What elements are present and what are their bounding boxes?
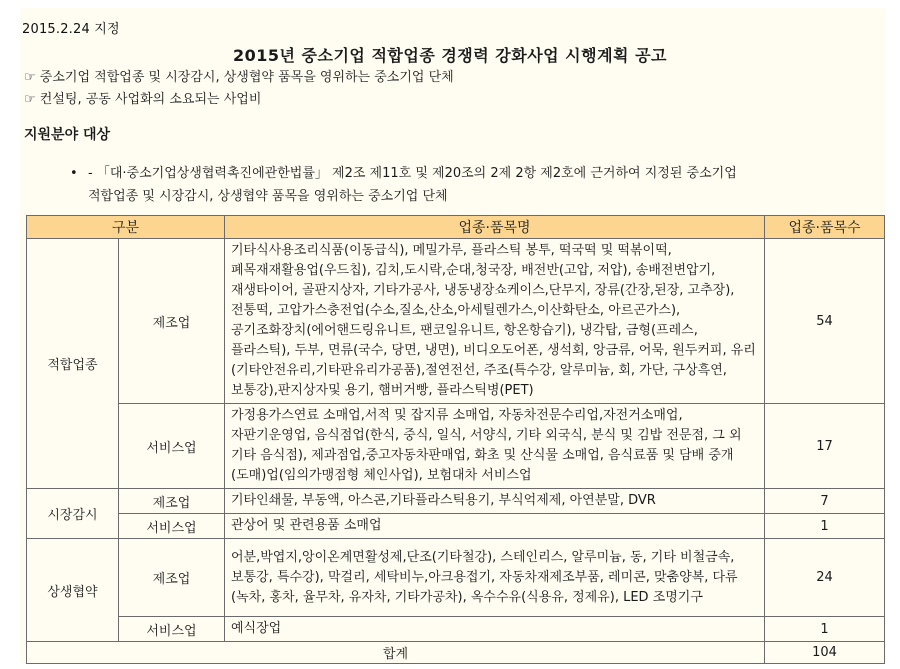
- table-row: [27, 404, 885, 489]
- total-label: 합계: [27, 642, 765, 664]
- table-total-row: [27, 642, 885, 664]
- header-items: 업종·품목명: [225, 216, 765, 239]
- table-row: [27, 539, 885, 617]
- item-list: 가정용가스연료 소매업,서적 및 잡지류 소매업, 자동차전문수리업,자전거소매업, 자판기운영업, 음식점업(한식, 중식, 일식, 서양식, 기타 외국식, 분식 및 김밥 전문점, 그 외 기타 음식점), 제과점업,중고자동차판매업, 화초 및 산식물 소매업, 음식료품 및 담배 중개(도매)업(임의가맹점형 체인사업), 보험대차 서비스업: [225, 404, 765, 489]
- item-list: 예식장업: [225, 617, 765, 642]
- table-row: [27, 514, 885, 539]
- item-count: 24: [765, 539, 885, 617]
- item-count: 54: [765, 239, 885, 404]
- sub-category: 서비스업: [119, 617, 225, 642]
- item-count: 1: [765, 514, 885, 539]
- note-line: - 「대·중소기업상생협력촉진에관한법률」 제2조 제11호 및 제20조의 2제 2항 제2호에 근거하여 지정된 중소기업: [88, 166, 737, 181]
- item-list: 기타인쇄물, 부동액, 아스콘,기타플라스틱용기, 부식억제제, 아연분말, DVR: [225, 489, 765, 514]
- hand-pointer-icon: ☞: [24, 70, 36, 85]
- sub-category: 제조업: [119, 239, 225, 404]
- sub-category: 서비스업: [119, 404, 225, 489]
- sub-category: 서비스업: [119, 514, 225, 539]
- item-list: 기타식사용조리식품(이동급식), 메밀가루, 플라스틱 봉투, 떡국떡 및 떡볶이떡, 폐목재재활용업(우드칩), 김치,도시락,순대,청국장, 배전반(고압, 저압), 송배전변압기, 재생타이어, 골판지상자, 기타가공사, 냉동냉장쇼케이스,단무지, 장류(간장,된장, 고추장), 전통떡, 고압가스충전업(수소,질소,산소,아세틸렌가스,이산화탄소, 아르곤가스), 공기조화장치(에어핸드링유니트, 팬코일유니트, 항온항습기), 냉각탑, 금형(프레스, 플라스틱), 두부, 면류(국수, 당면, 냉면), 비디오도어폰, 생석회, 앙금류, 어묵, 원두커피, 유리(기타안전유리,기타판유리가공품),절연전선, 주조(특수강, 알루미늄, 회, 가단, 구상흑연,보통강),판지상자및 용기, 햄버거빵, 플라스틱병(PET): [225, 239, 765, 404]
- header-count: 업종·품목수: [765, 216, 885, 239]
- group-market-watch: 시장감시: [27, 489, 119, 539]
- section-heading: 지원분야 대상: [24, 127, 111, 143]
- item-count: 7: [765, 489, 885, 514]
- header-category: 구분: [27, 216, 225, 239]
- total-count: 104: [765, 642, 885, 664]
- table-row: [27, 489, 885, 514]
- table-header-row: [27, 216, 885, 239]
- group-coop-agreement: 상생협약: [27, 539, 119, 642]
- hand-pointer-icon: ☞: [24, 92, 36, 107]
- table-row: [27, 239, 885, 404]
- industry-table: [26, 215, 885, 664]
- item-count: 1: [765, 617, 885, 642]
- item-count: 17: [765, 404, 885, 489]
- bullet-text: 컨설팅, 공동 사업화의 소요되는 사업비: [39, 92, 262, 107]
- item-list: 관상어 및 관련용품 소매업: [225, 514, 765, 539]
- bullet-item-eligibility: [24, 66, 454, 85]
- group-fit-industry: 적합업종: [27, 239, 119, 489]
- bullet-dot: •: [70, 166, 78, 181]
- designation-date: 2015.2.24 지정: [22, 22, 120, 37]
- page-title: 2015년 중소기업 적합업종 경쟁력 강화사업 시행계획 공고: [233, 46, 667, 65]
- sub-category: 제조업: [119, 489, 225, 514]
- item-list: 어분,박엽지,앙이온계면활성제,단조(기타철강), 스테인리스, 알루미늄, 동, 기타 비철금속, 보통강, 특수강), 막걸리, 세탁비누,아크용접기, 자동차재제조부품, 레미콘, 맞춤양복, 다류(녹차, 홍차, 율무차, 유자차, 기타가공차), 옥수수유(식용유, 정제유), LED 조명기구: [225, 539, 765, 617]
- bullet-item-cost: [24, 88, 261, 107]
- bullet-text: 중소기업 적합업종 및 시장감시, 상생협약 품목을 영위하는 중소기업 단체: [39, 70, 454, 85]
- legal-basis-note: [70, 162, 876, 208]
- sub-category: 제조업: [119, 539, 225, 617]
- table-row: [27, 617, 885, 642]
- note-line: 적합업종 및 시장감시, 상생협약 품목을 영위하는 중소기업 단체: [88, 189, 448, 204]
